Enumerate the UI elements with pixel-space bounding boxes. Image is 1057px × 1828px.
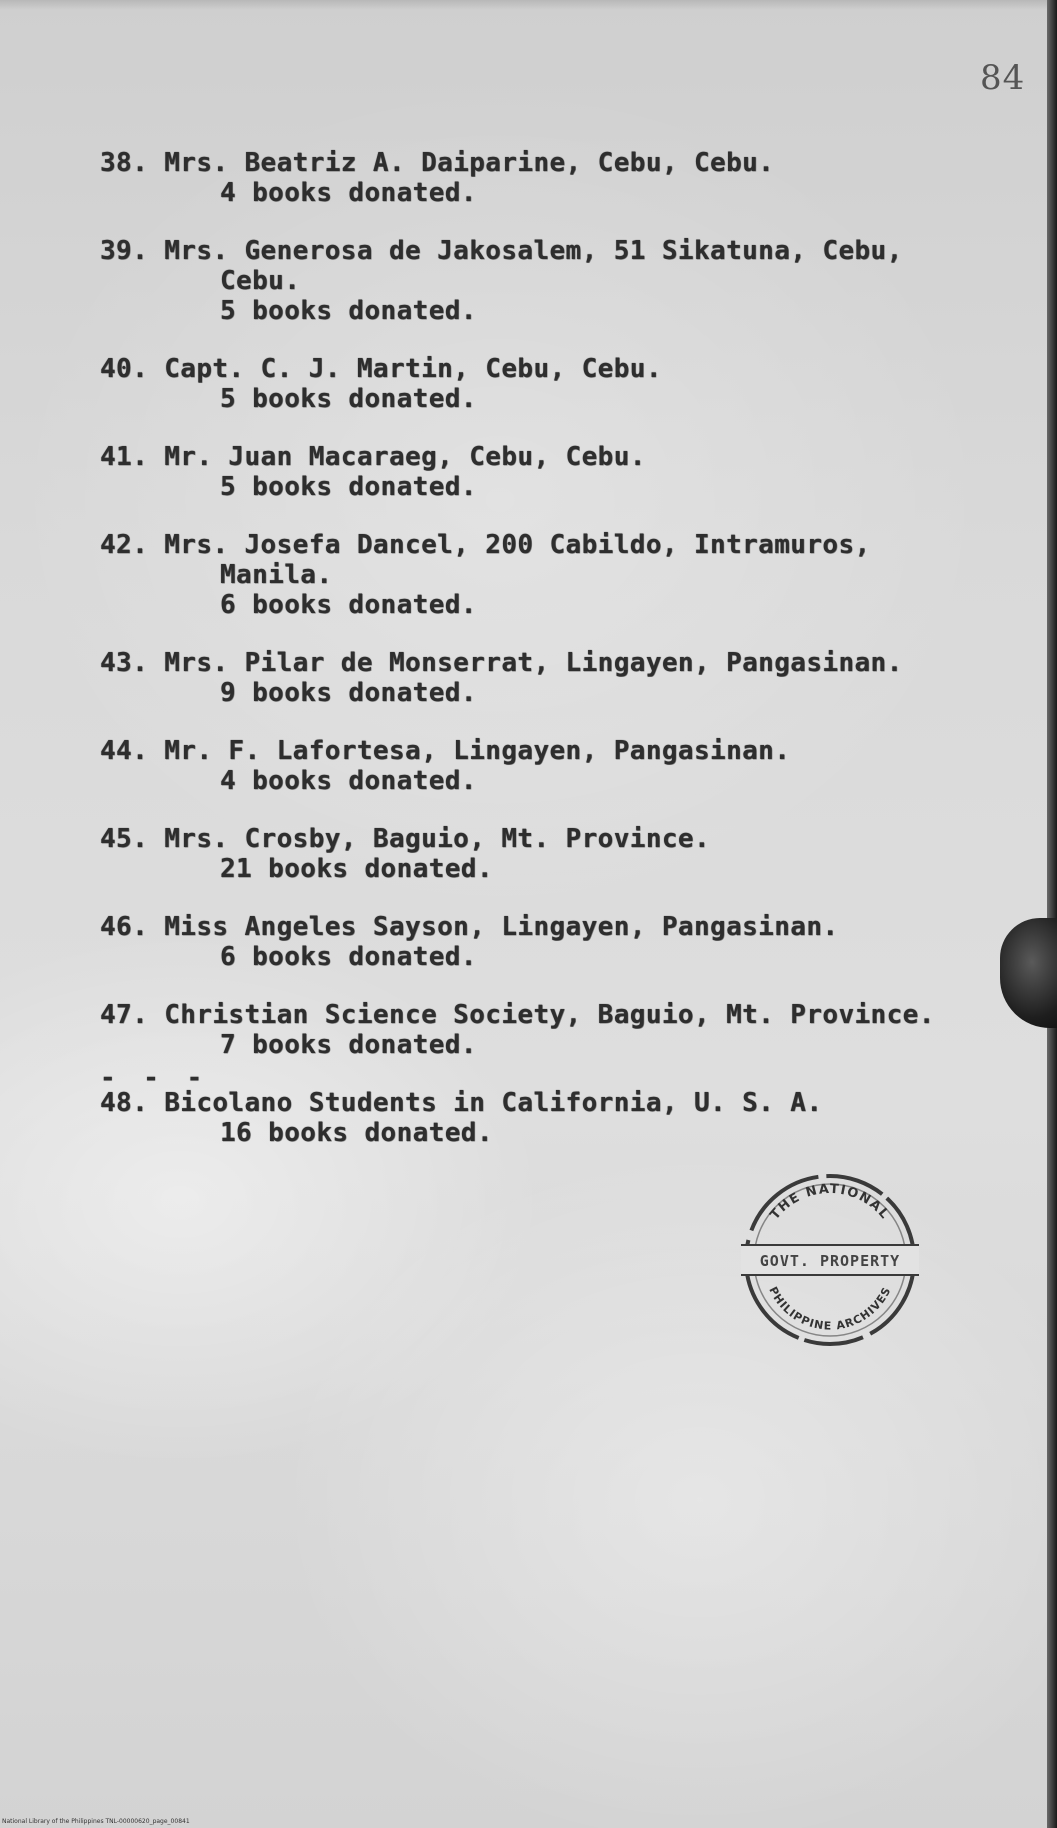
donor-entry — [100, 530, 960, 620]
donor-entry — [100, 736, 960, 796]
donation-line: 9 books donated. — [220, 678, 477, 708]
donor-entry — [100, 1088, 960, 1148]
stamp-middle-text: GOVT. PROPERTY — [759, 1252, 901, 1270]
donation-line: 7 books donated. — [220, 1030, 477, 1060]
donor-entry — [100, 1000, 960, 1060]
page-number: 84 — [980, 58, 1026, 98]
donation-line: 5 books donated. — [220, 384, 477, 414]
donor-entry — [100, 354, 960, 414]
scan-credit: National Library of the Philippines TNL-00000620_page_00841 — [2, 1818, 190, 1825]
page-right-edge — [1047, 0, 1057, 1828]
donor-line: 45. Mrs. Crosby, Baguio, Mt. Province. — [100, 824, 711, 854]
donation-line: 5 books donated. — [220, 296, 477, 326]
donation-line: 4 books donated. — [220, 766, 477, 796]
donor-line: 44. Mr. F. Lafortesa, Lingayen, Pangasinan. — [100, 736, 791, 766]
stamp-bottom-text: PHILIPPINE ARCHIVES — [766, 1284, 894, 1333]
svg-text:PHILIPPINE ARCHIVES — [766, 1285, 893, 1333]
archive-stamp — [735, 1165, 925, 1355]
donor-entry — [100, 824, 960, 884]
scanner-thumb-shadow — [1000, 918, 1057, 1028]
donor-line-continuation: Cebu. — [220, 266, 301, 296]
donor-list — [100, 148, 960, 1176]
donor-line: 42. Mrs. Josefa Dancel, 200 Cabildo, Intramuros, — [100, 530, 871, 560]
donor-line: 41. Mr. Juan Macaraeg, Cebu, Cebu. — [100, 442, 646, 472]
page-top-edge — [0, 0, 1057, 10]
donor-line: 48. Bicolano Students in California, U. S. A. — [100, 1088, 823, 1118]
donor-line: 40. Capt. C. J. Martin, Cebu, Cebu. — [100, 354, 662, 384]
donation-line: 21 books donated. — [220, 854, 493, 884]
donor-line: 46. Miss Angeles Sayson, Lingayen, Pangasinan. — [100, 912, 839, 942]
donor-line: 43. Mrs. Pilar de Monserrat, Lingayen, Pangasinan. — [100, 648, 903, 678]
donor-line: 47. Christian Science Society, Baguio, Mt. Province. — [100, 1000, 935, 1030]
donor-entry — [100, 442, 960, 502]
donation-line: 5 books donated. — [220, 472, 477, 502]
donation-line: 6 books donated. — [220, 942, 477, 972]
donor-entry — [100, 236, 960, 326]
donor-entry — [100, 648, 960, 708]
stamp-top-text: THE NATIONAL — [767, 1181, 893, 1223]
donor-line-continuation: Manila. — [220, 560, 333, 590]
donation-line: 4 books donated. — [220, 178, 477, 208]
donor-entry — [100, 148, 960, 208]
section-separator: - - - — [100, 1063, 209, 1093]
donor-line: 39. Mrs. Generosa de Jakosalem, 51 Sikatuna, Cebu, — [100, 236, 903, 266]
donation-line: 16 books donated. — [220, 1118, 493, 1148]
donor-line: 38. Mrs. Beatriz A. Daiparine, Cebu, Cebu. — [100, 148, 775, 178]
donation-line: 6 books donated. — [220, 590, 477, 620]
donor-entry — [100, 912, 960, 972]
